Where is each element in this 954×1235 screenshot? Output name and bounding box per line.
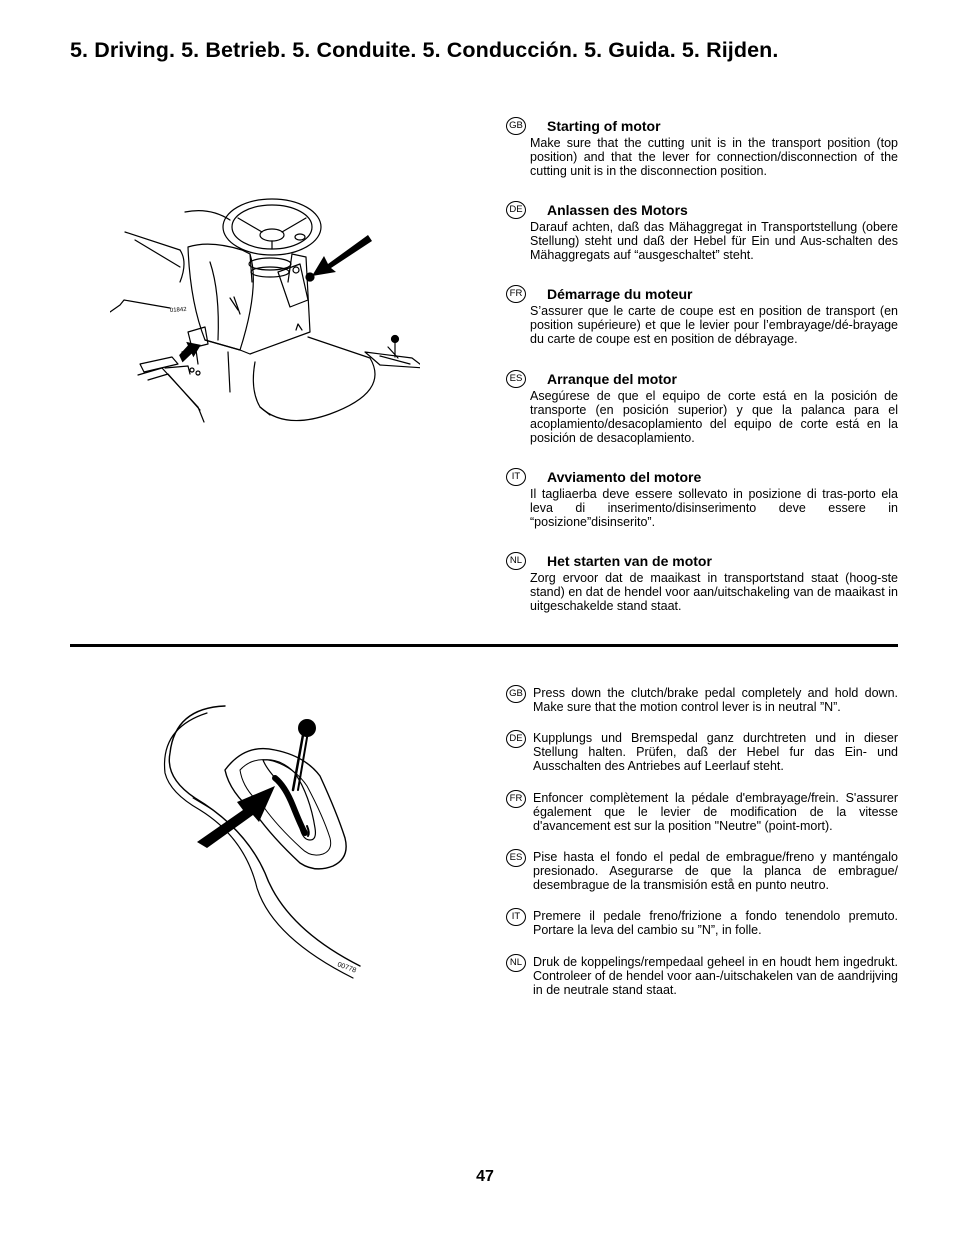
step-text: Pise hasta el fondo el pedal de embrague/freno y manténgalo presionado. Asegurarse de que la planca de embrague/ desembrague de la transmisión estå en punto neutro. bbox=[533, 850, 898, 892]
block-text: Il tagliaerba deve essere sollevato in posizione di tras-porto ela leva di inserimento/disinserimento deve essere in “posizione”disinserito”. bbox=[530, 487, 898, 529]
language-badge: IT bbox=[506, 908, 526, 926]
figure-code: 01842 bbox=[169, 306, 187, 314]
language-badge: DE bbox=[506, 201, 526, 219]
step-text: Press down the clutch/brake pedal completely and hold down. Make sure that the motion control lever is in neutral ”N”. bbox=[533, 686, 898, 714]
block-heading: Starting of motor bbox=[547, 118, 661, 134]
block-heading: Het starten van de motor bbox=[547, 553, 712, 569]
language-badge: DE bbox=[506, 730, 526, 748]
block-text: Darauf achten, daß das Mähaggregat in Transportstellung (obere Stellung) steht und daß der Hebel für Ein und Aus-schalten des Mähaggregats auf “ausgeschaltet” steht. bbox=[530, 220, 898, 262]
block-heading: Anlassen des Motors bbox=[547, 202, 688, 218]
language-badge: FR bbox=[506, 790, 526, 808]
block-heading: Arranque del motor bbox=[547, 371, 677, 387]
language-badge: ES bbox=[506, 370, 526, 388]
section-divider bbox=[70, 644, 898, 647]
clutch-pedal-illustration bbox=[155, 698, 385, 983]
language-badge: GB bbox=[506, 685, 526, 703]
figure-code: 00778 bbox=[336, 961, 358, 975]
page-title: 5. Driving. 5. Betrieb. 5. Conduite. 5. Conducción. 5. Guida. 5. Rijden. bbox=[70, 38, 779, 62]
block-text: Asegúrese de que el equipo de corte está en la posición de transporte (en posición superior) y que la palanca para el acoplamiento/desacoplamiento del equipo de corte está en la posición de desacoplamiento. bbox=[530, 389, 898, 445]
block-text: S’assurer que le carte de coupe est en position de transport (en position supérieure) et que le levier pour l’embrayage/dé-brayage du carte de coupe est en position de débrayage. bbox=[530, 304, 898, 346]
step-text: Enfoncer complètement la pédale d'embrayage/frein. S'assurer également que le levier de modification de la vitesse d'avancement est sur la position "Neutre" (point-mort). bbox=[533, 791, 898, 833]
step-text: Druk de koppelings/rempedaal geheel in en houdt hem ingedrukt. Controleer of de hendel voor aan-/uitschakelen van de aandrijving in de neutrale stand staat. bbox=[533, 955, 898, 997]
block-heading: Démarrage du moteur bbox=[547, 286, 693, 302]
language-badge: ES bbox=[506, 849, 526, 867]
step-text: Premere il pedale freno/frizione a fondo tenendolo premuto. Portare la leva del cambio su ”N”, in folle. bbox=[533, 909, 898, 937]
language-badge: NL bbox=[506, 552, 526, 570]
language-badge: GB bbox=[506, 117, 526, 135]
block-heading: Avviamento del motore bbox=[547, 469, 702, 485]
step-text: Kupplungs und Bremspedal ganz durchtreten und in dieser Stellung halten. Prüfen, daß der Hebel fur das Ein- und Ausschalten des Antriebes auf Leerlauf steht. bbox=[533, 731, 898, 773]
language-badge: FR bbox=[506, 285, 526, 303]
page-number: 47 bbox=[476, 1168, 494, 1185]
language-badge: IT bbox=[506, 468, 526, 486]
language-badge: NL bbox=[506, 954, 526, 972]
block-text: Make sure that the cutting unit is in the transport position (top position) and that the lever for connection/disconnection of the cutting unit is in the disconnection position. bbox=[530, 136, 898, 178]
starting-motor-illustration bbox=[110, 192, 420, 427]
block-text: Zorg ervoor dat de maaikast in transportstand staat (hoog-ste stand) en dat de hendel voor aan/uitschakeling van de maaikast in uitgeschakelde stand staat. bbox=[530, 571, 898, 613]
